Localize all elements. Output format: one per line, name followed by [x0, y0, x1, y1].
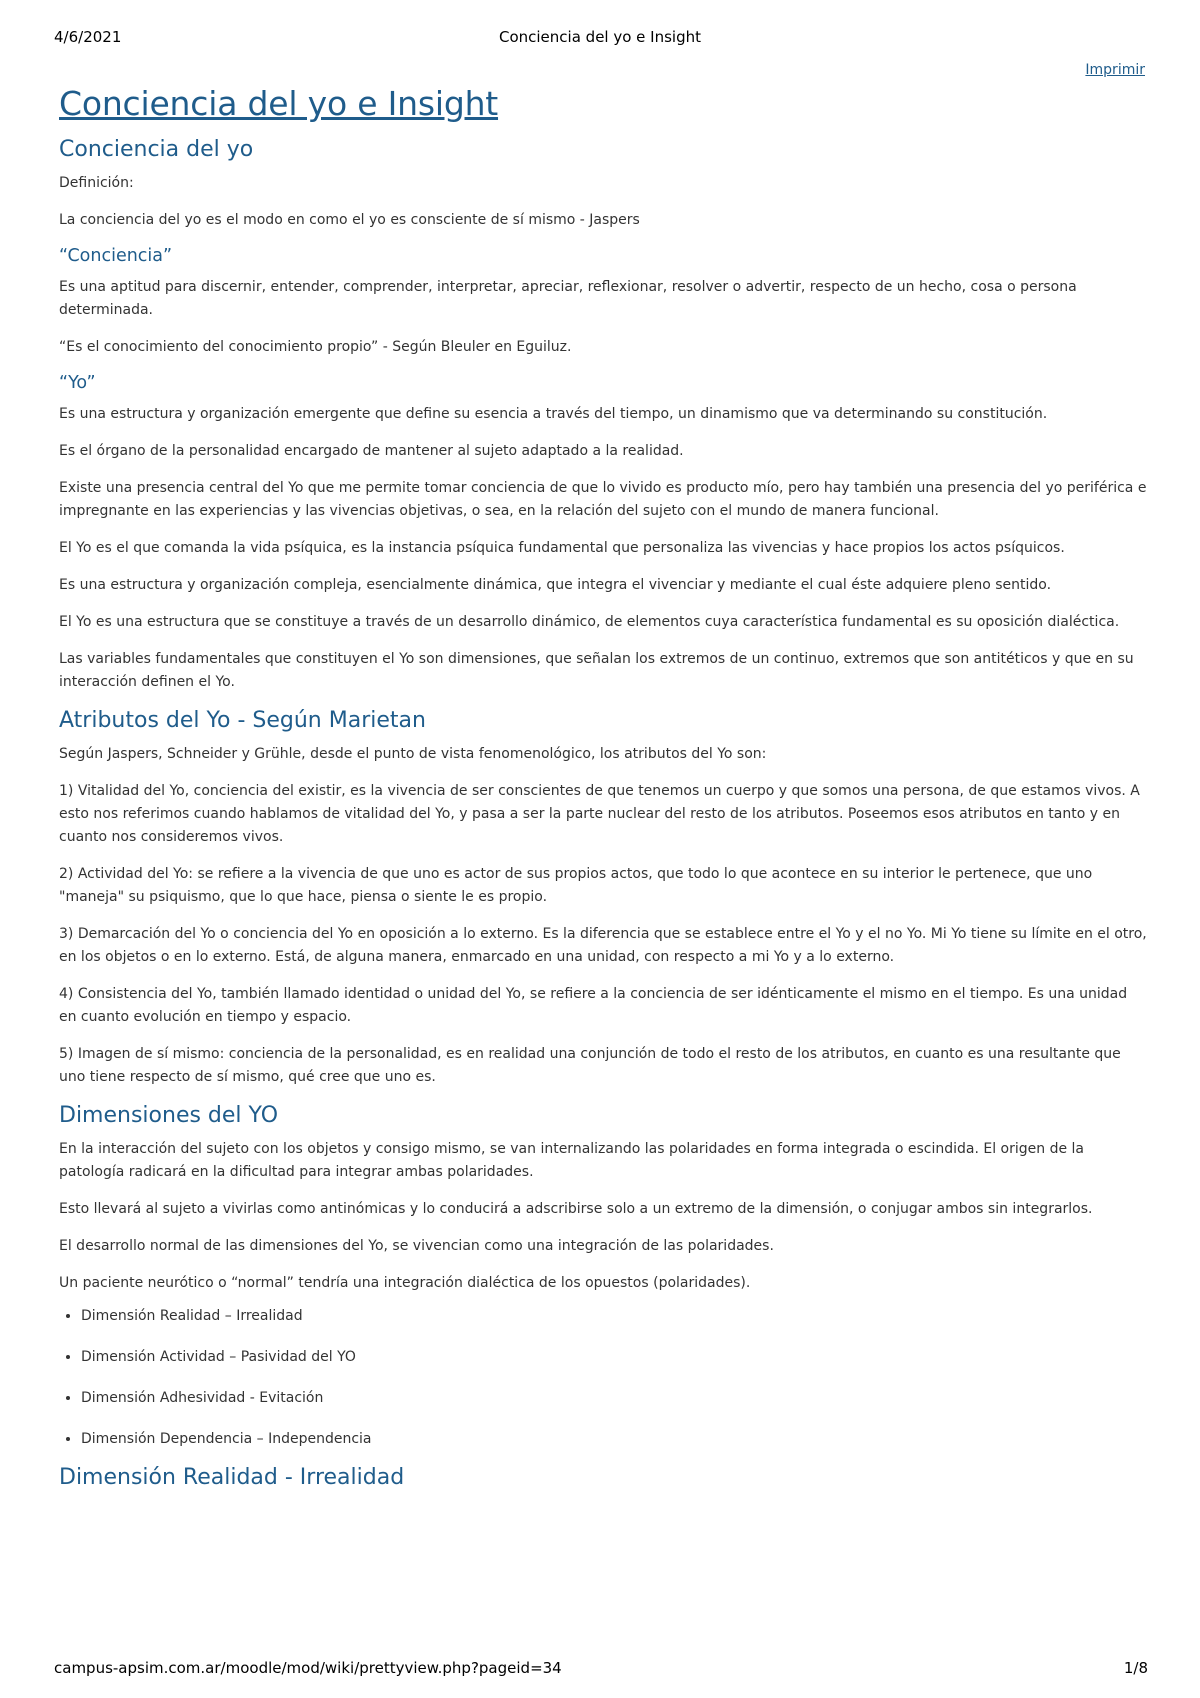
list-item: • Dimensión Actividad – Pasividad del YO: [81, 1346, 1149, 1369]
list-item: • Dimensión Dependencia – Independencia: [81, 1428, 1149, 1451]
paragraph: Esto llevará al sujeto a vivirlas como antinómicas y lo conducirá a adscribirse solo a un extremo de la dimensión, o conjugar ambos sin integrarlos.: [59, 1201, 1093, 1217]
dimensiones-list: [59, 1305, 1149, 1451]
paragraph: 5) Imagen de sí mismo: conciencia de la personalidad, es en realidad una conjunción de todo el resto de los atributos, en cuanto es una resultante que uno tiene respecto de sí mismo, qué cree que uno es.: [59, 1046, 1121, 1085]
list-item: • Dimensión Realidad – Irrealidad: [81, 1305, 1149, 1328]
paragraph: Es el órgano de la personalidad encargado de mantener al sujeto adaptado a la realidad.: [59, 443, 684, 459]
page-number: 1/8: [1123, 1659, 1148, 1677]
heading-atributos: Atributos del Yo - Según Marietan: [59, 708, 426, 733]
paragraph: Un paciente neurótico o “normal” tendría una integración dialéctica de los opuestos (polaridades).: [59, 1275, 751, 1291]
wiki-content: [59, 62, 1149, 1490]
page-title: Conciencia del yo e Insight: [59, 84, 499, 123]
paragraph: En la interacción del sujeto con los objetos y consigo mismo, se van internalizando las polaridades en forma integrada o escindida. El origen de la patología radicará en la dificultad para integrar ambas polaridades.: [59, 1141, 1085, 1180]
paragraph: Según Jaspers, Schneider y Grühle, desde el punto de vista fenomenológico, los atributos del Yo son:: [59, 746, 767, 762]
paragraph: 3) Demarcación del Yo o conciencia del Yo en oposición a lo externo. Es la diferencia que se establece entre el Yo y el no Yo. Mi Yo tiene su límite en el otro, en los objetos o en lo externo. Está, de alguna manera, enmarcado en una unidad, con respecto a mi Yo y a lo externo.: [59, 926, 1147, 965]
definicion-label: Definición:: [59, 175, 134, 191]
print-footer: [0, 1659, 1200, 1679]
paragraph: Es una aptitud para discernir, entender, comprender, interpretar, apreciar, reflexionar, resolver o advertir, respecto de un hecho, cosa o persona determinada.: [59, 279, 1077, 318]
print-url: campus-apsim.com.ar/moodle/mod/wiki/prettyview.php?pageid=34: [54, 1659, 562, 1677]
paragraph: 4) Consistencia del Yo, también llamado identidad o unidad del Yo, se refiere a la conciencia de ser idénticamente el mismo en el tiempo. Es una unidad en cuanto evolución en tiempo y espacio.: [59, 986, 1128, 1025]
heading-realidad: Dimensión Realidad - Irrealidad: [59, 1465, 405, 1490]
heading-conciencia-del-yo: Conciencia del yo: [59, 137, 254, 162]
paragraph: 2) Actividad del Yo: se refiere a la vivencia de que uno es actor de sus propios actos, que todo lo que acontece en su interior le pertenece, que uno "maneja" su psiquismo, que lo que hace, piensa o siente le es propio.: [59, 866, 1093, 905]
paragraph: Es una estructura y organización compleja, esencialmente dinámica, que integra el vivenciar y mediante el cual éste adquiere pleno sentido.: [59, 577, 1052, 593]
heading-conciencia: “Conciencia”: [59, 246, 173, 266]
print-date: 4/6/2021: [54, 28, 122, 46]
print-link[interactable]: Imprimir: [1085, 62, 1145, 78]
print-doc-title: Conciencia del yo e Insight: [498, 28, 701, 46]
paragraph: El Yo es una estructura que se constituye a través de un desarrollo dinámico, de elementos cuya característica fundamental es su oposición dialéctica.: [59, 614, 1120, 630]
paragraph: El desarrollo normal de las dimensiones del Yo, se vivencian como una integración de las polaridades.: [59, 1238, 774, 1254]
heading-dimensiones: Dimensiones del YO: [59, 1103, 279, 1128]
paragraph: El Yo es el que comanda la vida psíquica, es la instancia psíquica fundamental que personaliza las vivencias y hace propios los actos psíquicos.: [59, 540, 1065, 556]
print-header: [0, 28, 1200, 48]
paragraph: Es una estructura y organización emergente que define su esencia a través del tiempo, un dinamismo que va determinando su constitución.: [59, 406, 1048, 422]
list-item: • Dimensión Adhesividad - Evitación: [81, 1387, 1149, 1410]
paragraph: 1) Vitalidad del Yo, conciencia del existir, es la vivencia de ser conscientes de que tenemos un cuerpo y que somos una persona, de que estamos vivos. A esto nos referimos cuando hablamos de vitalidad del Yo, y pasa a ser la parte nuclear del resto de los atributos. Poseemos esos atributos en tanto y en cuanto nos consideremos vivos.: [59, 783, 1140, 845]
heading-yo: “Yo”: [59, 373, 96, 393]
paragraph: Las variables fundamentales que constituyen el Yo son dimensiones, que señalan los extremos de un continuo, extremos que son antitéticos y que en su interacción definen el Yo.: [59, 651, 1134, 690]
paragraph: Existe una presencia central del Yo que me permite tomar conciencia de que lo vivido es producto mío, pero hay también una presencia del yo periférica e impregnante en las experiencias y las vivencias objetivas, o sea, en la relación del sujeto con el mundo de manera funcional.: [59, 480, 1147, 519]
definicion-text: La conciencia del yo es el modo en como el yo es consciente de sí mismo - Jaspers: [59, 212, 640, 228]
paragraph: “Es el conocimiento del conocimiento propio” - Según Bleuler en Eguiluz.: [59, 339, 572, 355]
